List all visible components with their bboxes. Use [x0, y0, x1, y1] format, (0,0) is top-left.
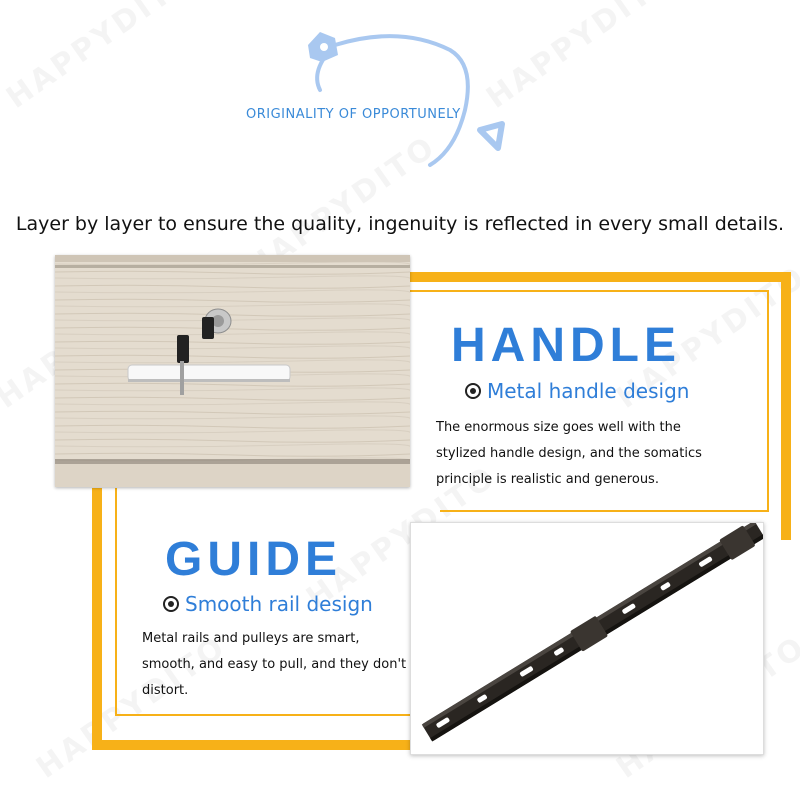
brand-tagline: ORIGINALITY OF OPPORTUNELY	[246, 107, 461, 122]
description-line: principle is realistic and generous.	[436, 472, 659, 487]
drawer-rail-photo	[410, 522, 764, 755]
handle-description	[436, 415, 702, 493]
frame-border	[92, 488, 102, 750]
guide-description	[142, 626, 406, 704]
handle-title: HANDLE	[451, 319, 681, 372]
frame-border	[440, 510, 769, 512]
description-line: Metal rails and pulleys are smart,	[142, 631, 360, 646]
frame-border	[403, 290, 769, 292]
guide-subtitle-text: Smooth rail design	[185, 592, 373, 616]
drawer-handle-photo	[55, 255, 410, 487]
description-line: smooth, and easy to pull, and they don't	[142, 657, 407, 672]
frame-border	[403, 272, 791, 282]
frame-border	[781, 272, 791, 540]
brand-logo-icon	[240, 20, 510, 170]
frame-border	[767, 290, 769, 512]
handle-subtitle	[465, 379, 689, 403]
radio-dot-icon	[465, 383, 481, 399]
watermark	[0, 0, 203, 116]
page-headline: Layer by layer to ensure the quality, ingenuity is reflected in every small details.	[15, 213, 785, 235]
description-line: distort.	[142, 683, 189, 698]
description-line: stylized handle design, and the somatics	[436, 446, 702, 461]
handle-subtitle-text: Metal handle design	[487, 379, 690, 403]
frame-border	[115, 488, 117, 716]
description-line: The enormous size goes well with the	[436, 420, 681, 435]
watermark	[480, 0, 683, 116]
guide-subtitle	[163, 592, 373, 616]
guide-title: GUIDE	[165, 533, 343, 586]
frame-border	[115, 714, 415, 716]
radio-dot-icon	[163, 596, 179, 612]
